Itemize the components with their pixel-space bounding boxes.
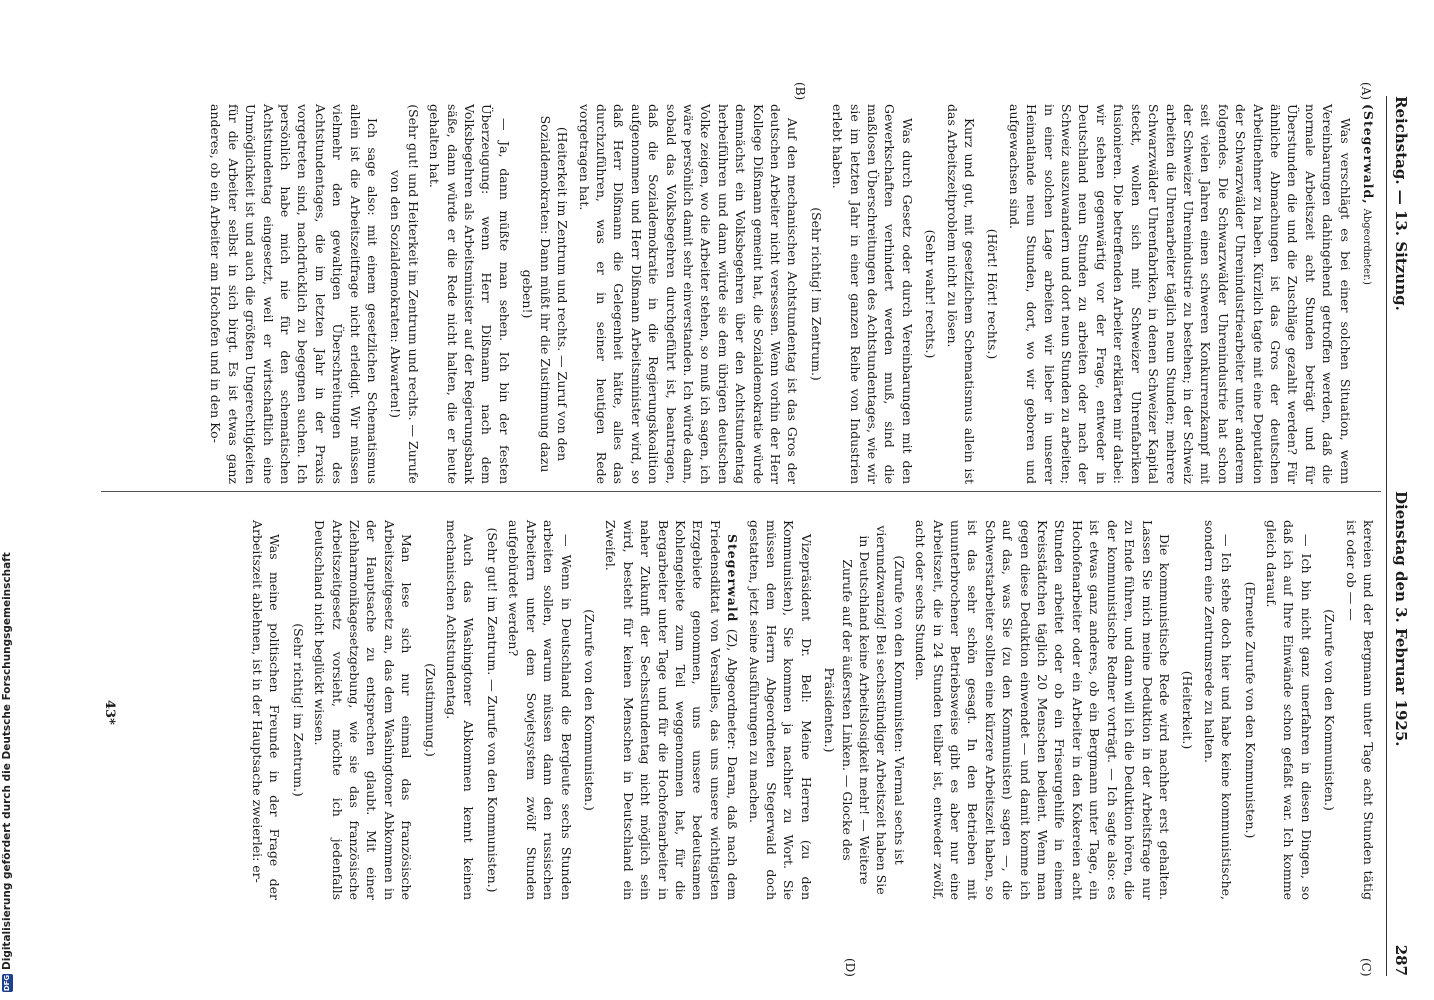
interjection: (Sehr gut! im Zentrum. — Zurufe von den Kommunisten.) (484, 527, 500, 893)
interjection: (Zurufe von den Kommunisten.) (581, 609, 597, 811)
interjection: (Zurufe von den Kommunisten.) (1322, 609, 1338, 811)
paragraph: — Wenn in Deutschland die Bergleute sechs Stunden arbeiten sollen, warum müssen dann den russischen Arbeitern unter dem Sowjetsystem zwölf Stunden aufgebürdet werden? (506, 520, 574, 900)
interjection: (Heiterkeit.) (1180, 670, 1196, 750)
speaker-line (602, 520, 741, 900)
paragraph: — Ich bin nicht ganz unerfahren in diesen Dingen, so daß ich auf Ihre Einwände schon gefaßt war. Ich komme gleich darauf. (1263, 520, 1314, 900)
page-signature: 43* (102, 700, 117, 725)
margin-marker-b: (B) (793, 82, 807, 101)
paragraph: kereien und der Bergmann unter Tage acht Stunden tätig ist oder ob — — (1343, 520, 1376, 900)
interjection: (Sehr richtig! im Zentrum.) (290, 623, 306, 797)
paragraph: Vizepräsident Dr. Bell: Meine Herren (zu den Kommunisten), Sie kommen ja nachher zu Wort. Sie müssen dem Herrn Abgeordneten Stegerwald doch gestatten, jetzt seine Ausführungen zu machen. (746, 520, 814, 900)
margin-marker-d: (D) (843, 958, 857, 977)
paragraph: Auf den mechanischen Achtstundentag ist das Gros der deutschen Arbeiter nicht versessen. Wenn vorhin der Herr Kollege Dißmann gemeint hat, die Sozialdemokratie würde demnächst ein Volksbegehren über den Achtstundentag herbeiführen und dann würde sie dem übrigen deutschen Volke zeigen, wo die Arbeiter stehen, so muß ich sagen, ich wäre persönlich damit sehr einverstanden. Ich würde dann, sobald das Volksbegehren durchgeführt ist, beantragen, daß die Sozialdemokratie in die Regierungskoalition aufgenommen und Herr Dißmann Arbeitsminister wird, so daß Herr Dißmann die Gelegenheit hätte, alles das durchzuführen, was er in seiner heutigen Rede vorgetragen hat. (576, 104, 801, 484)
paragraph: Kurz und gut, mit gesetzlichem Schematismus allein ist das Arbeitszeitproblem nicht zu lösen. (944, 104, 978, 484)
margin-marker-a: (A) (1359, 82, 1373, 101)
speaker-role: Abgeordneter.) (1361, 208, 1372, 285)
interjection: (Heiterkeit im Zentrum und rechts. — Zuruf von den Sozialdemokraten: Dann müßt ihr die Zustimmung dazu geben!) (520, 115, 571, 473)
paragraph: Was verschlägt es bei einer solchen Situation, wenn Vereinbarungen dahingehend getroffen werden, daß die normale Arbeitszeit acht Stunden beträgt und für Überstunden die und die Zuschläge gezahlt werden? Für ähnliche Abmachungen ist das Gros der deutschen Arbeitnehmer zu haben. Kürzlich tagte mit eine Deputation der Schwarzwälder Uhrenindustriearbeiter unter anderem folgendes. Die Schwarzwälder Uhrenindustrie hat schon seit vielen Jahren einen schweren Konkurrenzkampf mit der Schweizer Uhrenindustrie zu bestehen; in der Schweiz arbeiten die Uhrenarbeiter täglich neun Stunden; mehrere Schwarzwälder Uhrenfabriken, in denen Schweizer Kapital steckt, wollen sich mit Schweizer Uhrenfabriken fusionieren. Die betreffenden Arbeiter erklärten mir dabei: wir stehen gegenwärtig vor der Frage, entweder in Deutschland neun Stunden zu arbeiten oder nach der Schweiz auszuwandern und dort neun Stunden zu arbeiten; in einer solchen Lage arbeiten wir lieber in unserer Heimatlande neun Stunden, dort, wo wir geboren und aufgewachsen sind. (1006, 104, 1353, 484)
interjection: (Zurufe von den Kommunisten: Viermal sechs ist vierundzwanzig! Bei sechsstündiger Arbeitszeit haben Sie in Deutschland keine Arbeitslosigkeit mehr! — Weitere Zurufe auf der äußersten Linken. — Glocke des Präsidenten.) (822, 525, 907, 895)
speaker-name: (Stegerwald, (1361, 104, 1376, 205)
right-column (127, 520, 1377, 900)
interjection: (Sehr wahr! rechts.) (923, 229, 939, 359)
margin-marker-c: (C) (1359, 958, 1373, 977)
speaker-line (1358, 104, 1377, 484)
paragraph: — Ja, dann müßte man sehen. Ich bin der festen Überzeugung: wenn Herr Dißmann nach dem Volksbegehren als Arbeitsminister auf der Regierungsbank säße, dann würde er die Rede nicht halten, die er heute gehalten hat. (427, 104, 512, 484)
paragraph: Die kommunistische Rede wird nachher erst gehalten. Lassen Sie mich meine Deduktion in der Arbeitsfrage nur zu Ende führen, und dann will ich die Deduktion hören, die der kommunistische Redner vorträgt. — Ich sagte also: es ist etwas ganz anderes, ob ein Bergmann unter Tage, ein Hochofenarbeiter oder ein Arbeiter in den Kokereien acht Stunden arbeitet oder ob ein Friseurgehilfe in einem Kreisstädtchen täglich 20 Menschen bedient. Wenn man gegen diese Deduktion einwendet — und damit komme ich auf das, was Sie (zu den Kommunisten) sagen —, die Schwerstarbeiter sollten eine kürzere Arbeitszeit haben, so ist das sehr schön gesagt. In den Betrieben mit ununterbrochener Betriebsweise gibt es aber nur eine Arbeitszeit, die in 24 Stunden teilbar ist, entweder zwölf, acht oder sechs Stunden. (913, 520, 1172, 900)
speaker-role: (Z), Abgeordneter: (725, 628, 741, 750)
interjection: (Sehr richtig! im Zentrum.) (808, 207, 824, 381)
speaker-name: Stegerwald (725, 534, 741, 623)
paragraph: Daran, daß nach dem Friedensdiktat von Versailles, das uns unsere wichtigsten Erzgebiete genommen, uns unsere bedeutsamen Kohlengebiete zum Teil weggenommen hat, für die Bergarbeiter unter Tage und für die Hochofenarbeiter in naher Zukunft der Sechsstundentag nicht möglich sein wird, besteht für keinen Menschen in Deutschland ein Zweifel. (603, 520, 741, 900)
interjection: (Zustimmung.) (422, 663, 438, 757)
paragraph: — Ich stehe doch hier und habe keine kommunistische, sondern eine Zentrumsrede zu halten. (1201, 520, 1235, 900)
interjection: (Hört! Hört! rechts.) (985, 228, 1001, 360)
paragraph: Ich sage also: mit einem gesetzlichen Schematismus allein ist die Arbeitszeitfrage nicht erledigt. Wir müssen vielmehr den gewaltigen Überschreitungen des Achtstundentages, die im letzten Jahr in der Praxis vorgetreten sind, nachdrücklich zu begegnen suchen. Ich persönlich habe mich nie für den schematischen Achtstundentag eingesetzt, weil er wirtschaftlich eine Unmöglichkeit ist und auch die größten Ungerechtigkeiten für die Arbeiter selbst in sich birgt. Es ist etwas ganz anderes, ob ein Arbeiter am Hochofen und in den Ko- (208, 104, 381, 484)
page-header (1386, 96, 1413, 976)
interjection: (Sehr gut! und Heiterkeit im Zentrum und rechts. — Zurufe von den Sozialdemokraten: Abwarten!) (388, 104, 421, 484)
paragraph: Auch das Washingtoner Abkommen kennt keinen mechanischen Achtstundentag. (444, 520, 477, 900)
left-column (127, 104, 1377, 484)
header-session: Reichstag. — 13. Sitzung. (1392, 96, 1410, 311)
paragraph: Was meine politischen Freunde in der Frage der Arbeitszeit ablehnen, ist in der Hauptsache zweierlei: er- (250, 520, 283, 900)
paragraph: Was durch Gesetz oder durch Vereinbarungen mit den Gewerkschaften verhindert werden muß, sind die maßlosen Überschreitungen des Achtstundentages, wie wir sie im letzten Jahr in einer ganzen Reihe von Industrien erlebt haben. (830, 104, 915, 484)
rotated-document-page (57, 0, 1417, 1000)
credit-text: Digitalisierung gefördert durch die Deutsche Forschungsgemeinschaft (1, 552, 13, 970)
digitization-credit (0, 0, 14, 992)
interjection: (Erneute Zurufe von den Kommunisten.) (1242, 581, 1258, 839)
dfg-logo-icon: DFG (2, 974, 11, 992)
paragraph: Man lese sich nur einmal das französische Arbeitszeitgesetz an, das dem Washingtoner Abkommen in der Hauptsache zu entsprechen glaubt. Mit einer Ziehharmonikagesetzgebung, wie sie das französische Arbeitszeitgesetz vorsieht, möchte ich jedenfalls Deutschland nicht beglückt wissen. (312, 520, 415, 900)
page-number: 287 (1392, 944, 1410, 976)
column-divider (101, 491, 1381, 492)
header-date: Dienstag den 3. Februar 1925. (1392, 491, 1410, 747)
